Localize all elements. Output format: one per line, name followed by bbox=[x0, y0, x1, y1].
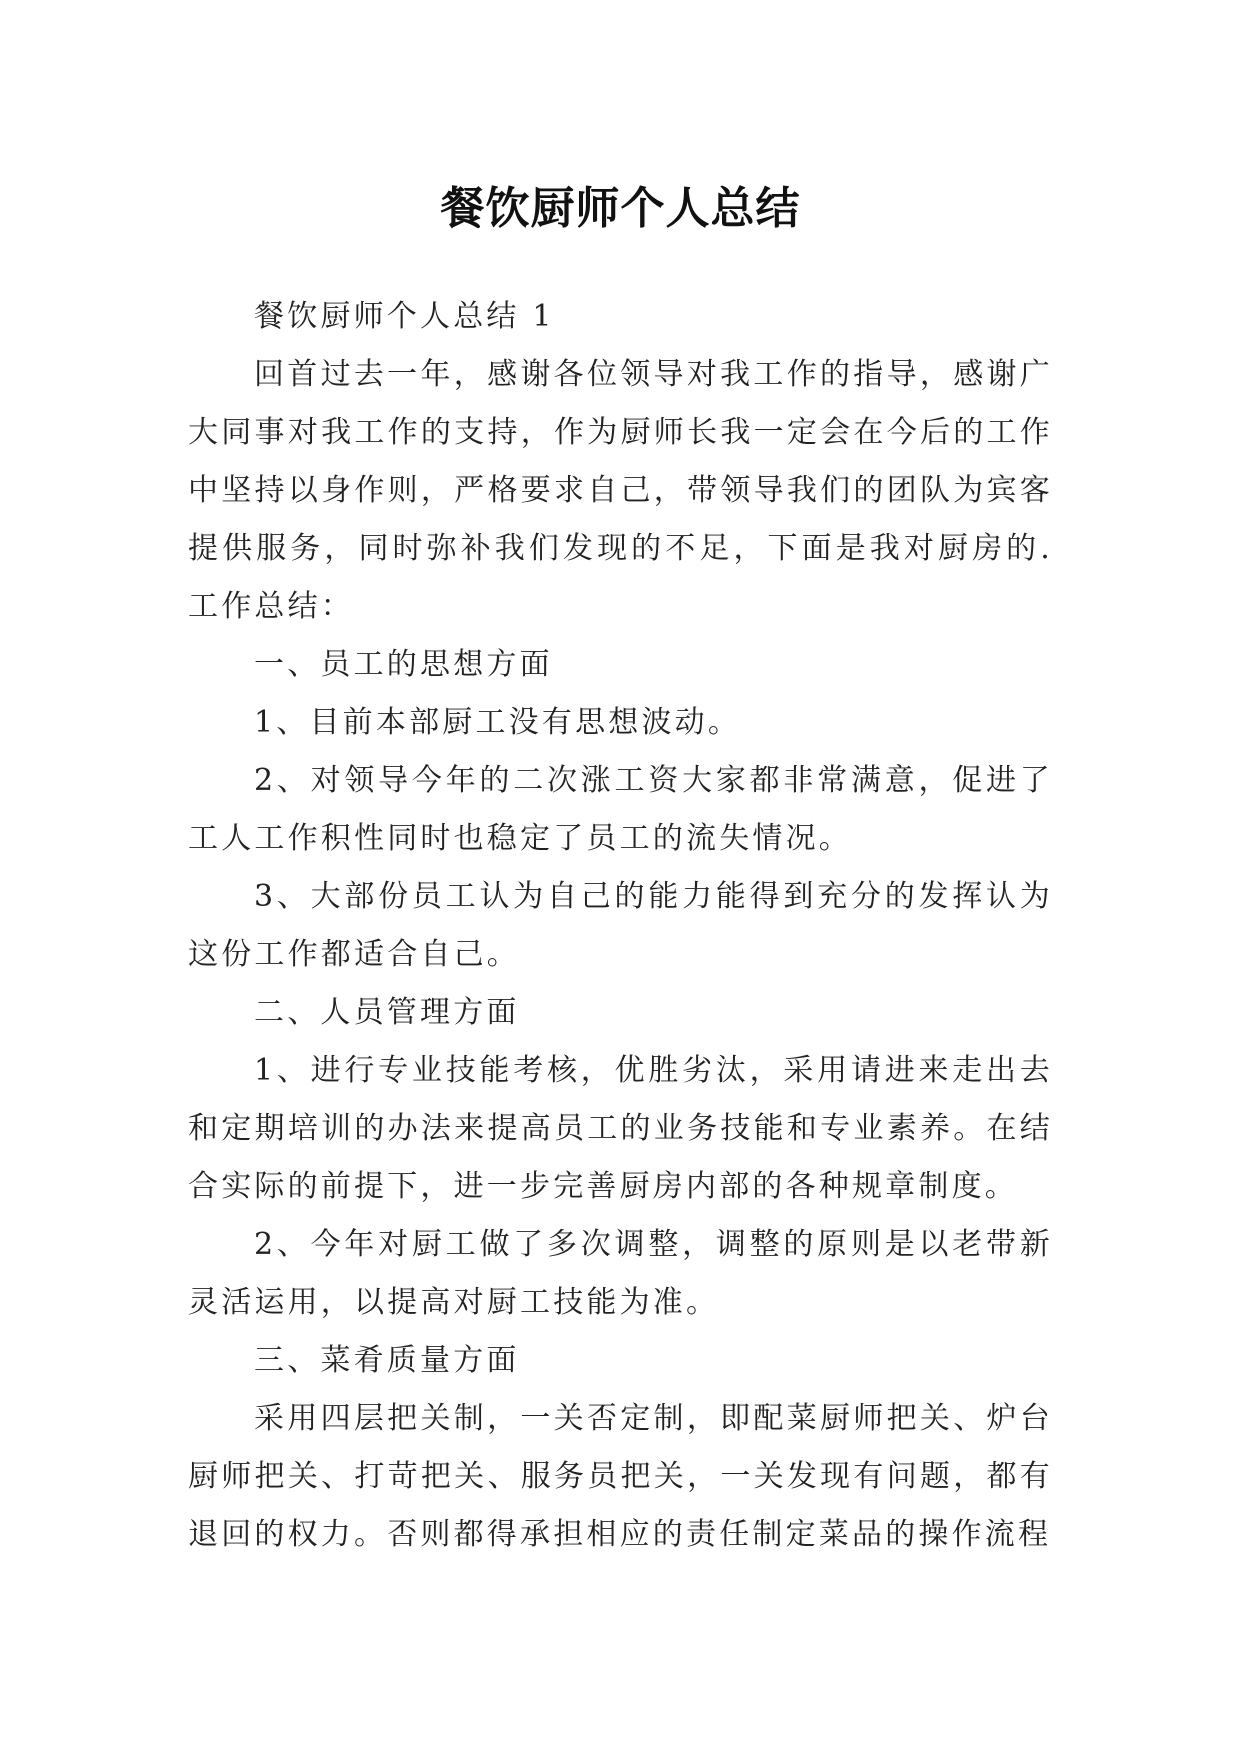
section-heading-dish-quality: 三、菜肴质量方面 bbox=[254, 1343, 520, 1378]
personnel-management-item-2: 2、今年对厨工做了多次调整，调整的原则是以老带新灵活运用，以提高对厨工技能为准。 bbox=[188, 1227, 1053, 1320]
intro-paragraph: 回首过去一年，感谢各位领导对我工作的指导，感谢广大同事对我工作的支持，作为厨师长我一定会在今后的工作中坚持以身作则，严格要求自己，带领导我们的团队为宾客提供服务，同时弥补我们发现的不足，下面是我对厨房的.工作总结： bbox=[188, 357, 1053, 624]
section-heading-summary-1: 餐饮厨师个人总结 1 bbox=[254, 299, 555, 334]
personnel-management-item-1: 1、进行专业技能考核，优胜劣汰，采用请进来走出去和定期培训的办法来提高员工的业务技能和专业素养。在结合实际的前提下，进一步完善厨房内部的各种规章制度。 bbox=[188, 1053, 1053, 1204]
section-heading-personnel-management: 二、人员管理方面 bbox=[254, 995, 520, 1030]
staff-thinking-item-2: 2、对领导今年的二次涨工资大家都非常满意，促进了工人工作积性同时也稳定了员工的流失情况。 bbox=[188, 763, 1053, 856]
dish-quality-paragraph: 采用四层把关制，一关否定制，即配菜厨师把关、炉台厨师把关、打苛把关、服务员把关，一关发现有问题，都有退回的权力。否则都得承担相应的责任制定菜品的操作流程 bbox=[188, 1401, 1053, 1552]
document-body bbox=[188, 288, 1053, 1564]
section-heading-staff-thinking: 一、员工的思想方面 bbox=[254, 647, 553, 682]
document-title: 餐饮厨师个人总结 bbox=[440, 183, 801, 235]
staff-thinking-item-1: 1、目前本部厨工没有思想波动。 bbox=[254, 705, 742, 740]
staff-thinking-item-3: 3、大部份员工认为自己的能力能得到充分的发挥认为这份工作都适合自己。 bbox=[188, 879, 1053, 972]
